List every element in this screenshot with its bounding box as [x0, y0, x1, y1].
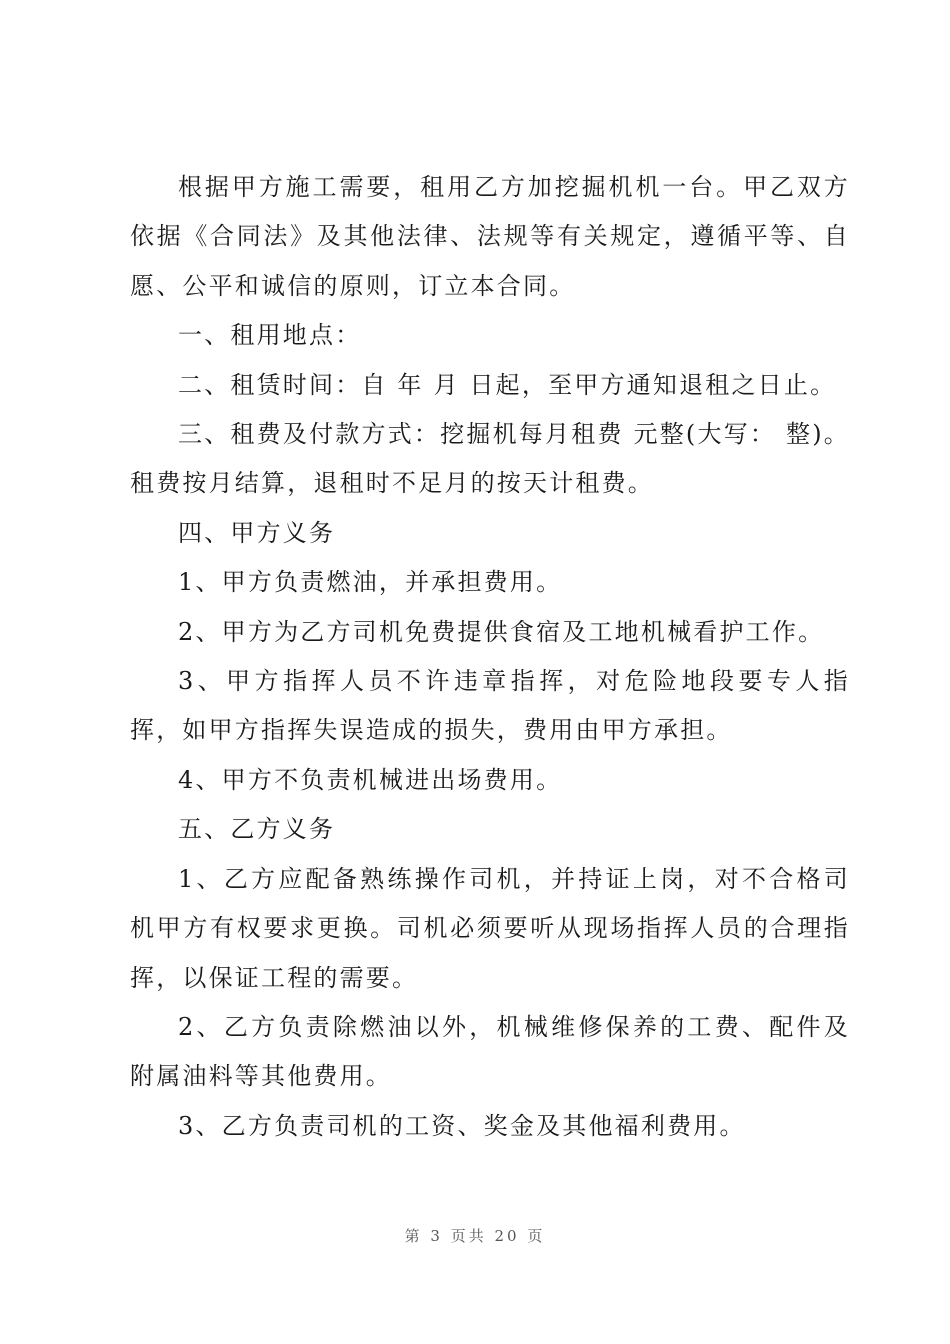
party-b-obligations-heading: 五、乙方义务 [178, 815, 336, 844]
contract-body [130, 163, 850, 1151]
page-number-footer: 第 3 页共 20 页 [404, 1227, 546, 1245]
rental-fee-clause: 三、租费及付款方式：挖掘机每月租费 元整(大写： 整)。租费按月结算，退租时不足月的按天计租费。 [130, 420, 850, 498]
intro-paragraph: 根据甲方施工需要，租用乙方加挖掘机机一台。甲乙双方依据《合同法》及其他法律、法规等有关规定，遵循平等、自愿、公平和诚信的原则，订立本合同。 [130, 173, 850, 300]
party-a-item-3: 3、甲方指挥人员不许违章指挥，对危险地段要专人指挥，如甲方指挥失误造成的损失，费用由甲方承担。 [130, 667, 850, 745]
party-b-item-3: 3、乙方负责司机的工资、奖金及其他福利费用。 [178, 1111, 746, 1140]
party-a-item-4: 4、甲方不负责机械进出场费用。 [178, 765, 563, 794]
party-a-item-1: 1、甲方负责燃油，并承担费用。 [178, 568, 563, 597]
rental-period-clause: 二、租赁时间：自 年 月 日起，至甲方通知退租之日止。 [178, 370, 837, 399]
party-a-obligations-heading: 四、甲方义务 [178, 518, 336, 547]
party-a-item-2: 2、甲方为乙方司机免费提供食宿及工地机械看护工作。 [178, 617, 825, 646]
rental-location-heading: 一、租用地点： [178, 321, 362, 350]
party-b-item-1: 1、乙方应配备熟练操作司机，并持证上岗，对不合格司机甲方有权要求更换。司机必须要听从现场指挥人员的合理指挥，以保证工程的需要。 [130, 864, 850, 992]
party-b-item-2: 2、乙方负责除燃油以外，机械维修保养的工费、配件及附属油料等其他费用。 [130, 1012, 850, 1091]
